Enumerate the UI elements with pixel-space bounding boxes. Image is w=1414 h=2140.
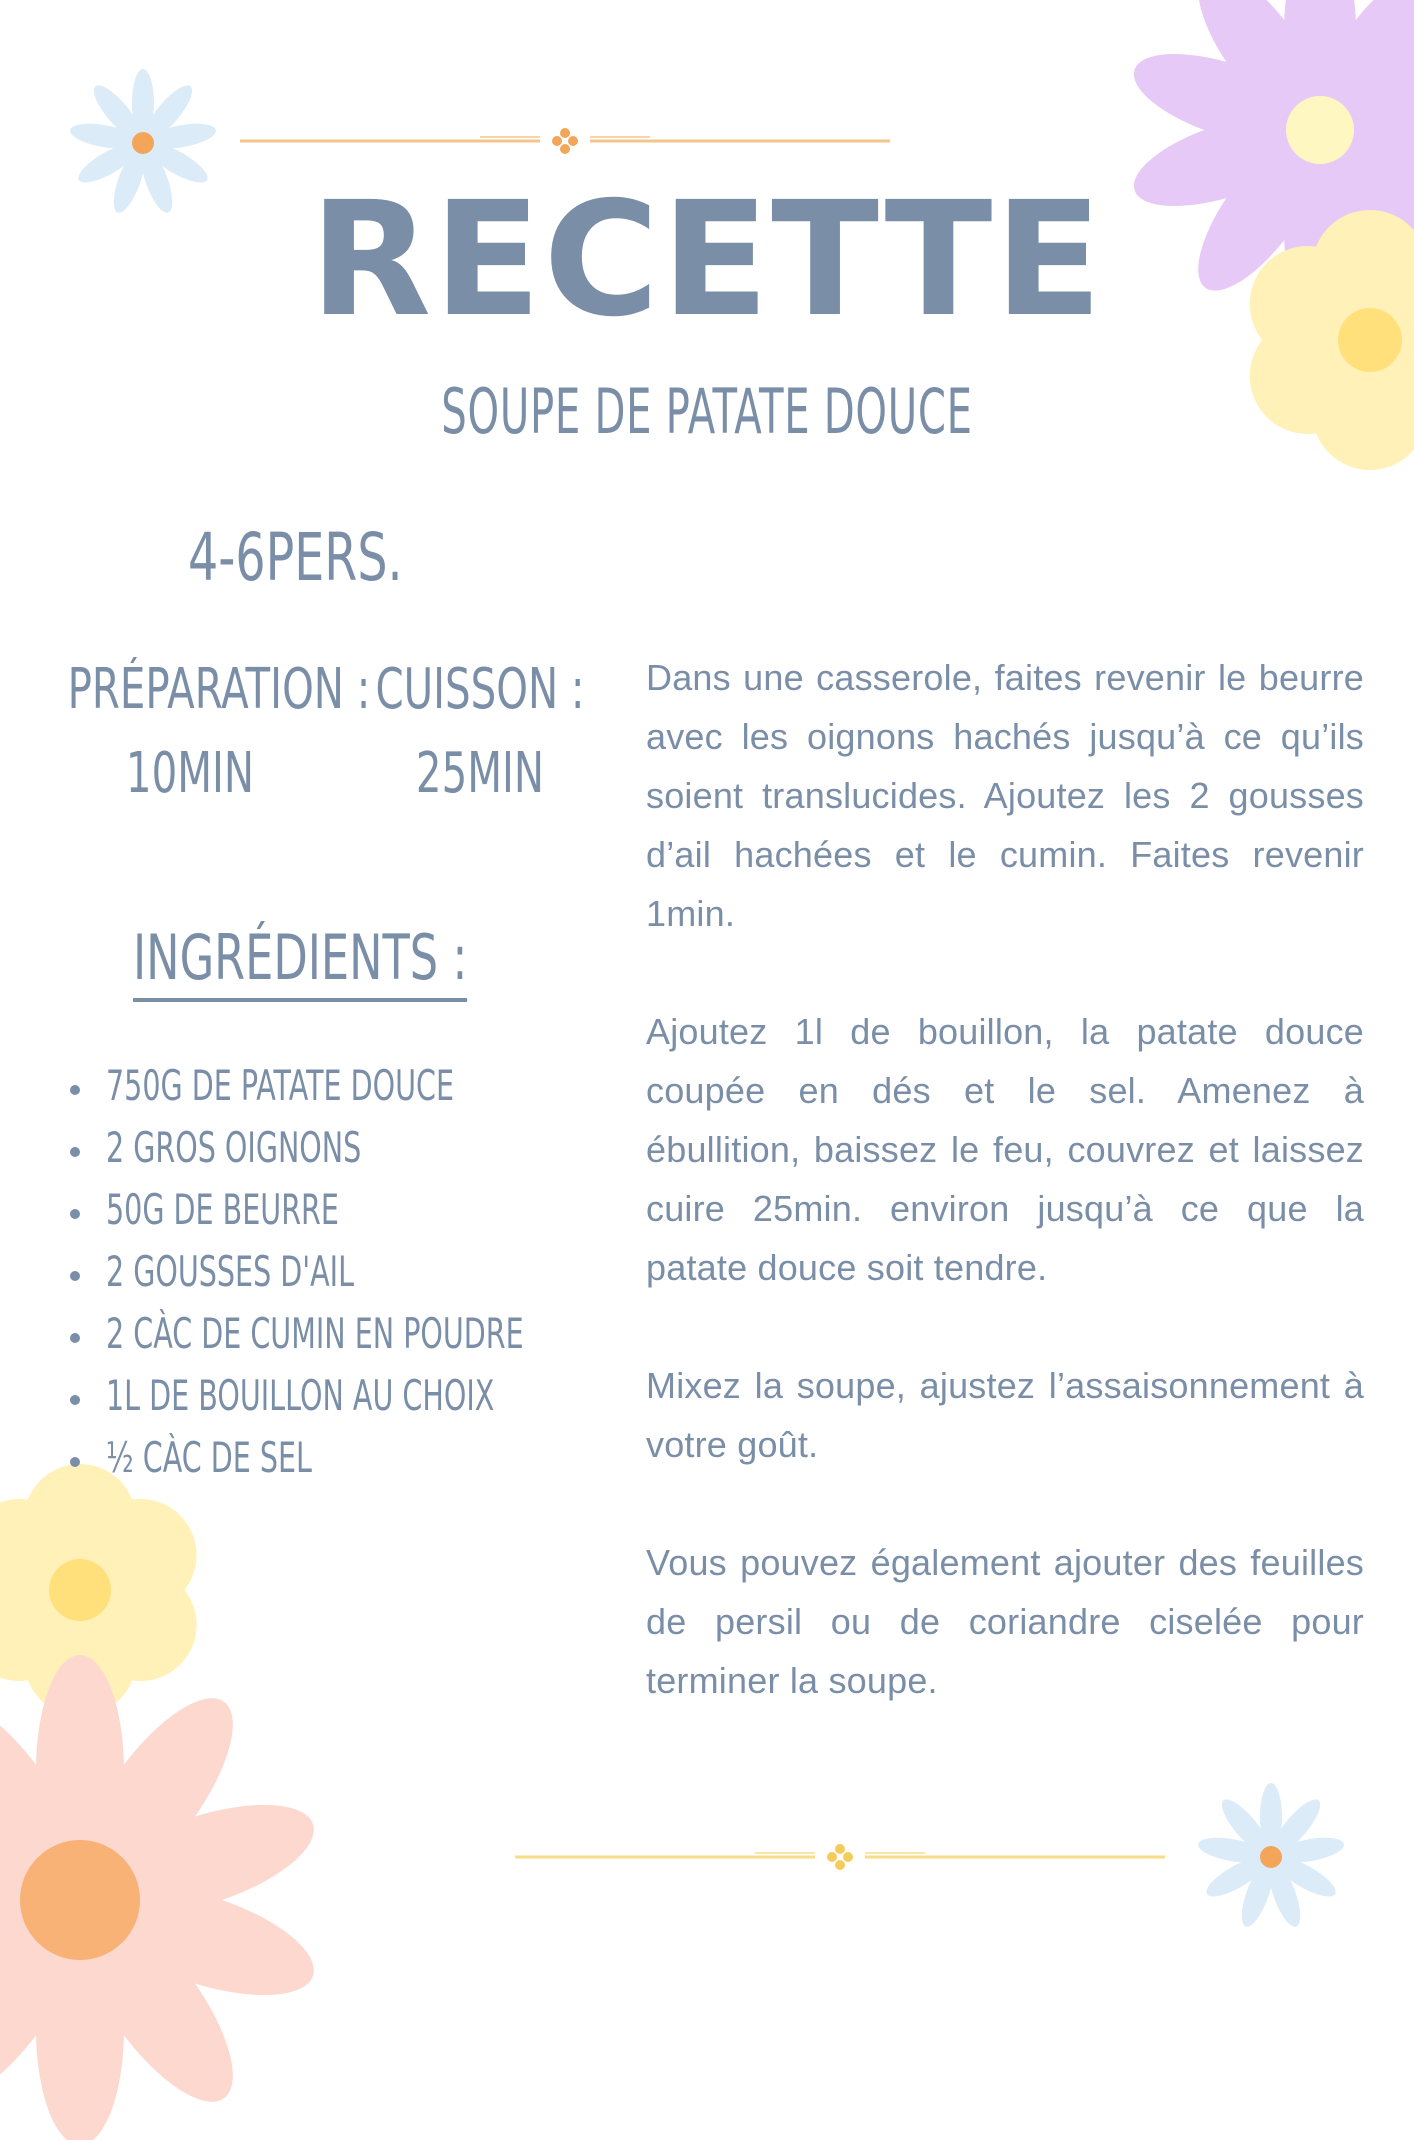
list-item	[70, 1241, 720, 1303]
recipe-name: SOUPE DE PATATE DOUCE	[441, 375, 973, 448]
preparation-time	[20, 648, 371, 816]
ingredient-text: 750G DE PATATE DOUCE	[106, 1061, 455, 1110]
blue-flower-bottom-right-icon	[1196, 1782, 1346, 1932]
preparation-label: PRÉPARATION :	[67, 657, 371, 722]
servings: 4-6PERS.	[188, 519, 403, 596]
ingredient-text: 2 CÀC DE CUMIN EN POUDRE	[106, 1309, 524, 1358]
ingredient-text: 2 GOUSSES D'AIL	[106, 1247, 354, 1296]
ingredient-text: 2 GROS OIGNONS	[106, 1123, 362, 1172]
list-item	[70, 1303, 720, 1365]
bullet-icon	[70, 1147, 80, 1157]
ingredients-heading-text: INGRÉDIENTS :	[133, 918, 467, 1002]
ingredient-text: ½ CÀC DE SEL	[106, 1433, 312, 1482]
step-paragraph: Ajoutez 1l de bouillon, la patate douce coupée en dés et le sel. Amenez à ébullition, baissez le feu, couvrez et laissez cuire 25min. environ jusqu’à ce que la patate douce soit tendre.	[646, 1011, 1364, 1288]
cuisson-label: CUISSON :	[375, 657, 585, 722]
ingredient-text: 50G DE BEURRE	[106, 1185, 339, 1234]
bullet-icon	[70, 1457, 80, 1467]
cuisson-value: 25MIN	[415, 741, 545, 806]
ingredients-heading	[0, 918, 600, 1002]
step-paragraph: Vous pouvez également ajouter des feuilles de persil ou de coriandre ciselée pour terminer la soupe.	[646, 1542, 1364, 1701]
list-item	[70, 1117, 720, 1179]
peach-flower-bottom-left-icon	[0, 1660, 320, 2140]
bullet-icon	[70, 1085, 80, 1095]
list-item	[70, 1427, 720, 1489]
bullet-icon	[70, 1395, 80, 1405]
cuisson-time	[330, 648, 630, 816]
step-paragraph: Dans une casserole, faites revenir le beurre avec les oignons hachés jusqu’à ce qu’ils soient translucides. Ajoutez les 2 gousses d’ail hachées et le cumin. Faites revenir 1min.	[646, 657, 1364, 934]
list-item	[70, 1055, 720, 1117]
step-paragraph: Mixez la soupe, ajustez l’assaisonnement à votre goût.	[646, 1365, 1364, 1465]
ingredients-list	[70, 1055, 720, 1489]
list-item	[70, 1179, 720, 1241]
bullet-icon	[70, 1333, 80, 1343]
ornament-divider-bottom-icon	[515, 1842, 1165, 1872]
bullet-icon	[70, 1271, 80, 1281]
preparation-value: 10MIN	[125, 741, 255, 806]
list-item	[70, 1365, 720, 1427]
bullet-icon	[70, 1209, 80, 1219]
ingredient-text: 1L DE BOUILLON AU CHOIX	[106, 1371, 495, 1420]
recipe-steps	[646, 648, 1364, 1769]
page-title: RECETTE	[309, 168, 1105, 352]
ornament-divider-top-icon	[240, 126, 890, 156]
